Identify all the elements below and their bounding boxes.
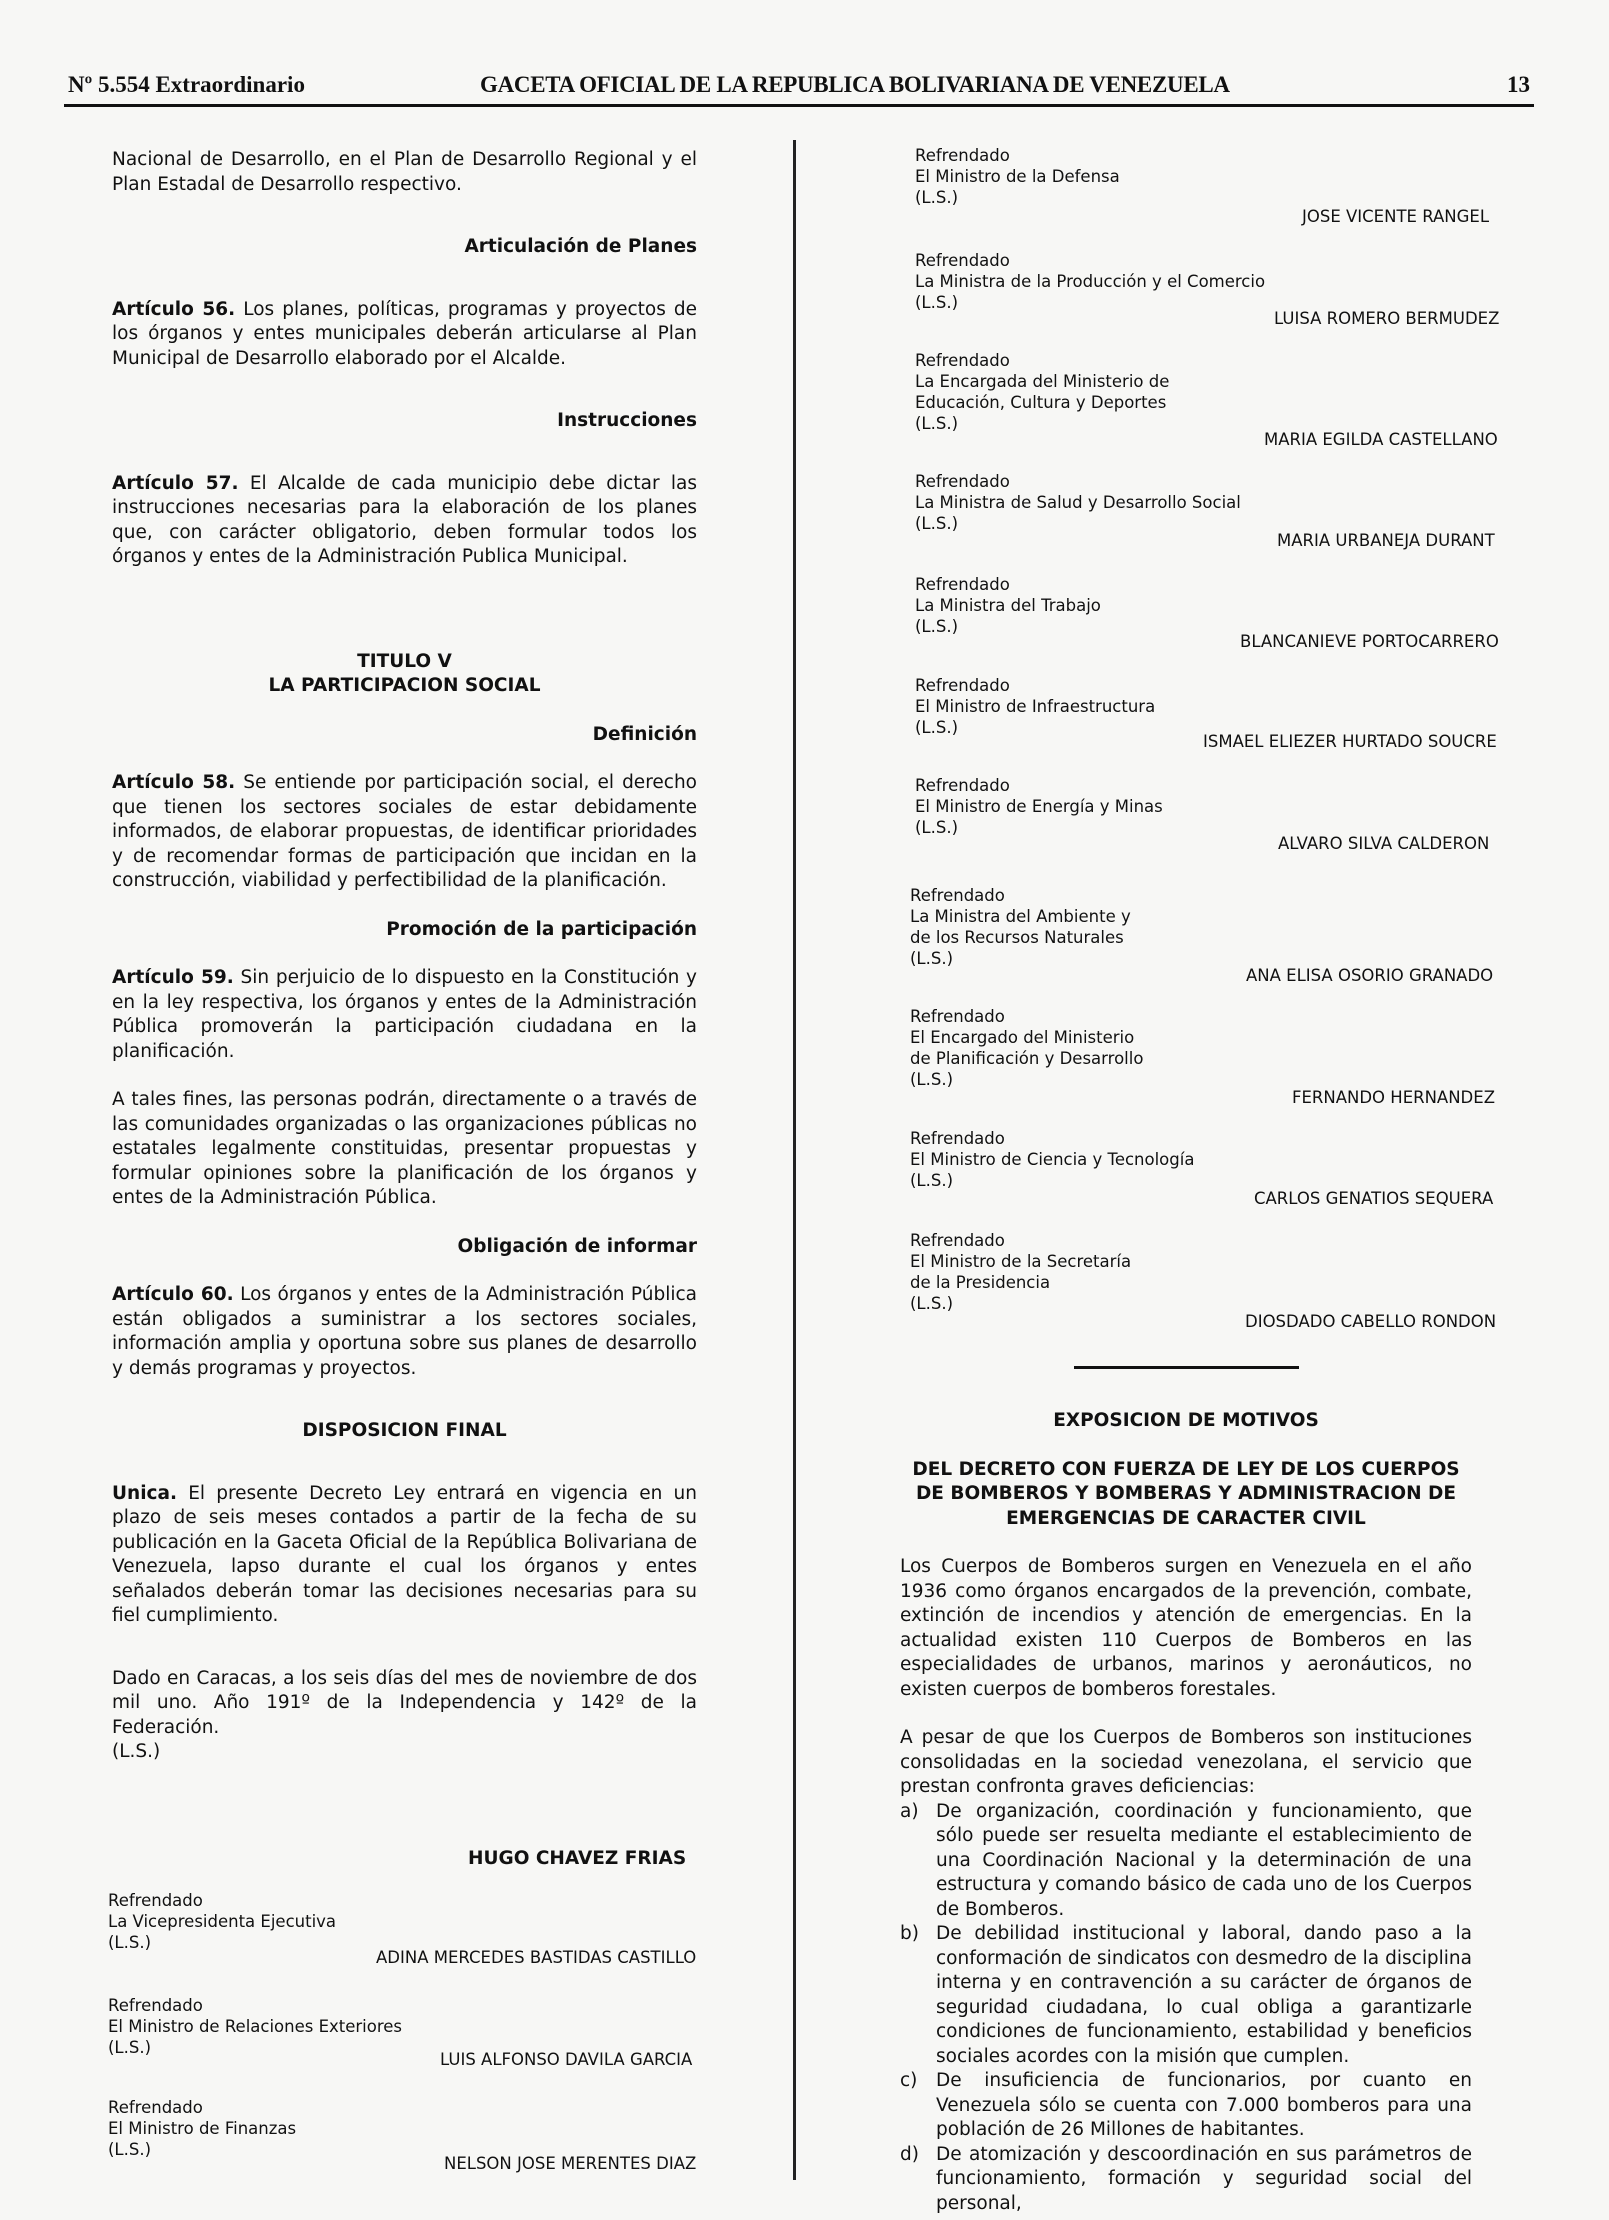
right-signer-11	[910, 1230, 1480, 1314]
refrendado: Refrendado	[910, 886, 1005, 905]
right-signer-6	[915, 675, 1485, 738]
signer-ls: (L.S.)	[915, 818, 959, 837]
refrendado: Refrendado	[910, 1231, 1005, 1250]
refrendado: Refrendado	[910, 1129, 1005, 1148]
left-column	[112, 148, 697, 1765]
refrendado: Refrendado	[915, 776, 1010, 795]
signer-name: NELSON JOSE MERENTES DIAZ	[444, 2154, 697, 2173]
heading-obligacion: Obligación de informar	[457, 1235, 697, 1257]
signer-ls: (L.S.)	[915, 188, 959, 207]
list-item	[900, 1800, 1472, 1923]
list-item-text: De debilidad institucional y laboral, dando paso a la conformación de sindicatos con desmedro de la disciplina interna y en contravención a su carácter de órganos de seguridad ciudadana, lo cual obliga a garantizarle condiciones de funcionamiento, estabilidad y beneficios sociales acordes con la misión que cumplen.	[936, 1923, 1472, 2067]
list-marker: c)	[900, 2070, 918, 2091]
signer-name: BLANCANIEVE PORTOCARRERO	[1240, 632, 1499, 651]
signer-ls: (L.S.)	[915, 414, 959, 433]
signer-name: ISMAEL ELIEZER HURTADO SOUCRE	[1203, 732, 1497, 751]
signer-ls: (L.S.)	[915, 617, 959, 636]
signer-office: El Encargado del Ministerio de Planificación y Desarrollo	[910, 1028, 1144, 1068]
signer-name: DIOSDADO CABELLO RONDON	[1245, 1312, 1497, 1331]
titulo-subheading: LA PARTICIPACION SOCIAL	[268, 675, 541, 696]
article-60-text: Los órganos y entes de la Administración Pública están obligados a suministrar a los sectores sociales, información amplia y oportuna sobre sus planes de desarrollo y demás programas y proyectos.	[112, 1284, 697, 1379]
article-56-label: Artículo 56.	[112, 298, 236, 320]
president-signature: HUGO CHAVEZ FRIAS	[468, 1848, 687, 1869]
heading-articulacion: Articulación de Planes	[464, 236, 697, 257]
intro-paragraph: Nacional de Desarrollo, en el Plan de Desarrollo Regional y el Plan Estadal de Desarrollo respectivo.	[112, 149, 697, 195]
signer-office: El Ministro de Infraestructura	[915, 697, 1156, 716]
left-signer-2	[108, 1995, 708, 2058]
signer-ls: (L.S.)	[910, 1070, 954, 1089]
refrendado: Refrendado	[108, 1891, 203, 1910]
signer-office: La Ministra del Trabajo	[915, 596, 1101, 615]
article-58	[112, 771, 697, 894]
signer-name: MARIA URBANEJA DURANT	[1277, 531, 1495, 550]
signer-office: El Ministro de Ciencia y Tecnología	[910, 1150, 1195, 1169]
heading-definicion: Definición	[592, 723, 697, 745]
refrendado: Refrendado	[915, 575, 1010, 594]
article-59-paragraph-2: A tales fines, las personas podrán, directamente o a través de las comunidades organizadas o las organizaciones públicas no estatales legalmente constituidas, presentar propuestas y formular opiniones sobre la planificación de los órganos y entes de la Administración Pública.	[112, 1089, 697, 1208]
right-signer-4	[915, 471, 1485, 534]
unica-text: El presente Decreto Ley entrará en vigencia en un plazo de seis meses contados a partir de la fecha de su publicación en la Gaceta Oficial de la República Bolivariana de Venezuela, lapso durante el cual los órganos y entes señalados deberán tomar las decisiones necesarias para su fiel cumplimiento.	[112, 1482, 697, 1626]
titulo-heading: TITULO V	[357, 650, 452, 672]
signer-ls: (L.S.)	[915, 293, 959, 312]
signer-office: El Ministro de la Defensa	[915, 167, 1120, 186]
refrendado: Refrendado	[915, 146, 1010, 165]
signer-name: ANA ELISA OSORIO GRANADO	[1246, 966, 1494, 985]
signer-ls: (L.S.)	[910, 949, 954, 968]
refrendado: Refrendado	[108, 2098, 203, 2117]
heading-instrucciones: Instrucciones	[557, 410, 697, 431]
signer-ls: (L.S.)	[910, 1171, 954, 1190]
article-56	[112, 298, 697, 372]
deficiencies-list	[900, 1800, 1472, 2217]
signer-ls: (L.S.)	[910, 1294, 954, 1313]
signer-name: MARIA EGILDA CASTELLANO	[1264, 430, 1498, 449]
right-signer-1	[915, 145, 1485, 208]
signer-name: ADINA MERCEDES BASTIDAS CASTILLO	[376, 1948, 697, 1967]
right-signer-7	[915, 775, 1485, 838]
heading-disposicion-final: DISPOSICION FINAL	[302, 1420, 507, 1441]
article-57-label: Artículo 57.	[112, 472, 239, 494]
list-marker: b)	[900, 1923, 919, 1944]
article-59	[112, 966, 697, 1064]
signer-office: La Vicepresidenta Ejecutiva	[108, 1912, 337, 1931]
unica-article	[112, 1482, 697, 1629]
left-signer-3	[108, 2097, 708, 2160]
signer-office: El Ministro de Energía y Minas	[915, 797, 1163, 816]
right-signer-8	[910, 885, 1480, 969]
right-signer-10	[910, 1128, 1480, 1191]
signer-name: LUIS ALFONSO DAVILA GARCIA	[440, 2050, 693, 2069]
list-item-text: De atomización y descoordinación en sus parámetros de funcionamiento, formación y seguridad social del personal,	[936, 2143, 1472, 2214]
signer-name: FERNANDO HERNANDEZ	[1292, 1088, 1495, 1107]
signer-ls: (L.S.)	[108, 1933, 152, 1952]
list-marker: d)	[900, 2143, 919, 2165]
refrendado: Refrendado	[108, 1996, 203, 2015]
signer-ls: (L.S.)	[915, 514, 959, 533]
page-number: 13	[1507, 72, 1530, 97]
article-59-text: Sin perjuicio de lo dispuesto en la Constitución y en la ley respectiva, los órganos y entes de la Administración Pública promoverán la participación ciudadana en la planificación.	[112, 967, 697, 1062]
exposicion-paragraph-2: A pesar de que los Cuerpos de Bomberos son instituciones consolidadas en la sociedad venezolana, el servicio que prestan confronta graves deficiencias:	[900, 1727, 1472, 1797]
article-57	[112, 472, 697, 570]
refrendado: Refrendado	[915, 351, 1010, 370]
signer-name: LUISA ROMERO BERMUDEZ	[1274, 309, 1500, 328]
list-item-text: De organización, coordinación y funcionamiento, que sólo puede ser resuelta mediante el establecimiento de una Coordinación Nacional y la determinación de una estructura y comando básico de cada uno de los Cuerpos de Bomberos.	[936, 1800, 1472, 1920]
signer-name: JOSE VICENTE RANGEL	[1302, 207, 1490, 226]
dado-ls: (L.S.)	[112, 1741, 161, 1762]
list-item	[900, 1922, 1472, 2069]
refrendado: Refrendado	[915, 676, 1010, 695]
left-signer-1	[108, 1890, 708, 1953]
signer-office: El Ministro de la Secretaría de la Presidencia	[910, 1252, 1132, 1292]
signer-office: La Ministra del Ambiente y de los Recursos Naturales	[910, 907, 1131, 947]
decreto-title: DEL DECRETO CON FUERZA DE LEY DE LOS CUERPOS DE BOMBEROS Y BOMBERAS Y ADMINISTRACION DE EMERGENCIAS DE CARACTER CIVIL	[912, 1458, 1460, 1529]
signer-name: ALVARO SILVA CALDERON	[1278, 834, 1490, 853]
signer-office: La Ministra de Salud y Desarrollo Social	[915, 493, 1241, 512]
heading-promocion: Promoción de la participación	[386, 918, 697, 940]
signer-office: El Ministro de Finanzas	[108, 2119, 297, 2138]
article-57-text: El Alcalde de cada municipio debe dictar las instrucciones necesarias para la elaboración de los planes que, con carácter obligatorio, deben formular todos los órganos y entes de la Administración Publica Municipal.	[112, 472, 697, 567]
article-58-text: Se entiende por participación social, el derecho que tienen los sectores sociales de estar debidamente informados, de elaborar propuestas, de identificar prioridades y de recomendar formas de participación que incidan en la construcción, viabilidad y perfectibilidad de la planificación.	[112, 772, 697, 891]
dado-paragraph: Dado en Caracas, a los seis días del mes de noviembre de dos mil uno. Año 191º de la Independencia y 142º de la Federación.	[112, 1667, 697, 1738]
right-signer-9	[910, 1006, 1480, 1090]
signer-ls: (L.S.)	[108, 2140, 152, 2159]
refrendado: Refrendado	[915, 251, 1010, 270]
signer-office: La Encargada del Ministerio de Educación, Cultura y Deportes	[915, 372, 1170, 412]
signer-office: La Ministra de la Producción y el Comercio	[915, 272, 1266, 291]
page-header	[64, 70, 1534, 107]
refrendado: Refrendado	[910, 1007, 1005, 1026]
exposicion-heading: EXPOSICION DE MOTIVOS	[1053, 1410, 1319, 1431]
refrendado: Refrendado	[915, 472, 1010, 491]
list-item	[900, 2143, 1472, 2217]
signer-office: El Ministro de Relaciones Exteriores	[108, 2017, 403, 2036]
article-56-text: Los planes, políticas, programas y proyectos de los órganos y entes municipales deberán articularse al Plan Municipal de Desarrollo elaborado por el Alcalde.	[112, 298, 697, 369]
article-58-label: Artículo 58.	[112, 772, 236, 793]
unica-label: Unica.	[112, 1482, 178, 1504]
exposicion-section	[900, 1366, 1472, 2216]
signer-ls: (L.S.)	[108, 2038, 152, 2057]
signer-ls: (L.S.)	[915, 718, 959, 737]
article-60-label: Artículo 60.	[112, 1284, 234, 1305]
gazette-title: GACETA OFICIAL DE LA REPUBLICA BOLIVARIANA DE VENEZUELA	[480, 72, 1230, 97]
issue-number: Nº 5.554 Extraordinario	[68, 72, 305, 97]
right-signer-3	[915, 350, 1485, 434]
list-item	[900, 2069, 1472, 2143]
right-signer-2	[915, 250, 1485, 313]
article-60	[112, 1283, 697, 1381]
exposicion-paragraph-1: Los Cuerpos de Bomberos surgen en Venezuela en el año 1936 como órganos encargados de la prevención, combate, extinción de incendios y atención de emergencias. En la actualidad existen 110 Cuerpos de Bomberos en las especialidades de urbanos, marinos y aeronáuticos, no existen cuerpos de bomberos forestales.	[900, 1556, 1472, 1700]
article-59-label: Artículo 59.	[112, 967, 234, 988]
signer-name: CARLOS GENATIOS SEQUERA	[1254, 1189, 1494, 1208]
list-marker: a)	[900, 1800, 919, 1822]
right-signer-5	[915, 574, 1485, 637]
column-divider	[793, 140, 796, 2180]
list-item-text: De insuficiencia de funcionarios, por cuanto en Venezuela sólo se cuenta con 7.000 bomberos para una población de 26 Millones de habitantes.	[936, 2070, 1472, 2140]
